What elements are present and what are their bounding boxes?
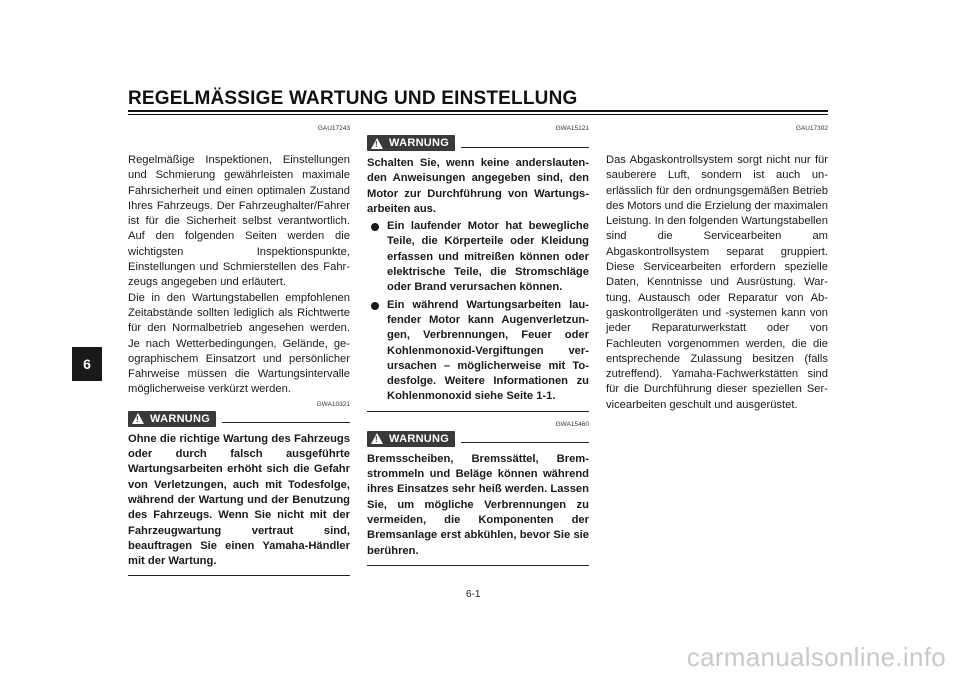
column-right	[606, 124, 828, 413]
intro-paragraph: Regelmäßige Inspektionen, Einstellungen und Schmierung gewährleisten maximale Fahrsicherheit und einen optimalen Zustand Ihres Fahrzeugs. Der Fahrzeughalter/Fahrer ist für die Sicherheit selbst verantwortlich. Auf den folgenden Seiten werden die wichtigsten Inspektionspunkte, Einstellungen und Schmierstellen des Fahrzeugs angegeben und erläutert.	[128, 154, 350, 289]
column-left	[128, 124, 350, 576]
warning-badge	[367, 431, 455, 447]
warning-text: Schalten Sie, wenn keine anderslautenden Anweisungen angegeben sind, den Motor zur Durchführung von Wartungsarbeiten aus.	[367, 157, 589, 215]
warning-bullet	[367, 219, 589, 295]
warning-header	[128, 409, 350, 429]
warning-box-engine	[367, 124, 589, 412]
warning-code: GWA15460	[555, 420, 589, 428]
warning-badge	[367, 135, 455, 151]
warning-bottom-rule	[367, 411, 589, 412]
warning-header	[367, 429, 589, 449]
interval-paragraph: Die in den Wartungstabellen empfohlenen Zeitabstände sollten lediglich als Richtwerte für den Normalbetrieb angesehen werden. Je nach Wetterbedingungen, Gelände, geographischem Einsatzort und persönlicher Fahrweise müssen die Wartungsintervalle möglicherweise verkürzt werden.	[128, 291, 350, 396]
warning-text: Ohne die richtige Wartung des Fahrzeugs oder durch falsch ausgeführte Wartungsarbeiten erhöht sich die Gefahr von Verletzungen, auch mit Todesfolge, während der Wartung und der Benutzung des Fahrzeugs. Wenn Sie nicht mit der Fahrzeugwartung vertraut sind, beauftragen Sie einen Yamaha-Händler mit der Wartung.	[128, 432, 350, 568]
warning-header-rule	[222, 422, 350, 423]
warning-triangle-icon: !	[371, 138, 383, 149]
title-rule	[128, 110, 828, 115]
watermark: carmanualsonline.info	[686, 642, 946, 672]
section-code: GAU17302	[795, 125, 828, 132]
warning-box-brakes	[367, 420, 589, 566]
warning-header	[367, 133, 589, 153]
bullet-text: Ein laufender Motor hat bewegliche Teile, die Körperteile oder Kleidung erfassen und mitreißen können oder elektrische Teile, die Stromschläge oder Brand verursachen können.	[387, 220, 589, 294]
warning-code: GWA10321	[316, 400, 350, 408]
warning-label: WARNUNG	[389, 137, 450, 149]
warning-badge	[128, 411, 216, 427]
emission-paragraph: Das Abgaskontrollsystem sorgt nicht nur für sauberere Luft, sondern ist auch unerlässlich für den ordnungsgemäßen Betrieb des Motors und die Erzielung der maximalen Leistung. In den folgenden Wartungstabellen sind die Servicearbeiten am Abgaskontrollsystem separat gruppiert. Diese Servicearbeiten erfordern spezielle Daten, Kenntnisse und Ausrüstung. Wartung, Austausch oder Reparatur von Abgaskontrollgeräten und -systemen kann von jeder Reparaturwerkstatt oder von Fachleuten vorgenommen werden, die die entsprechende Zulassung besitzen (falls zutreffend). Yamaha-Fachwerkstätten sind für die Durchführung dieser speziellen Servicearbeiten geschult und ausgerüstet.	[606, 154, 828, 411]
warning-triangle-icon: !	[371, 433, 383, 444]
section-code: GAU17243	[317, 125, 350, 132]
bullet-dot-icon	[371, 302, 379, 310]
warning-box	[128, 400, 350, 577]
bullet-text: Ein während Wartungsarbeiten laufender Motor kann Augenverletzungen, Verbrennungen, Feuer oder Kohlenmonoxid-Vergiftungen verursachen – möglicherweise mit Todesfolge. Weitere Informationen zu Kohlenmonoxid siehe Seite 1-1.	[387, 298, 589, 403]
bullet-dot-icon	[371, 223, 379, 231]
warning-text: Bremsscheiben, Bremssättel, Bremstrommeln und Beläge können während ihres Einsatzes sehr heiß werden. Lassen Sie, um mögliche Verbrennungen zu vermeiden, die Komponenten der Bremsanlage erst abkühlen, bevor Sie sie berühren.	[367, 452, 589, 557]
warning-label: WARNUNG	[150, 412, 211, 425]
warning-bottom-rule	[128, 575, 350, 576]
chapter-tab	[72, 347, 102, 381]
page-title: REGELMÄSSIGE WARTUNG UND EINSTELLUNG	[128, 88, 578, 109]
warning-bottom-rule	[367, 565, 589, 566]
column-middle	[367, 124, 589, 566]
warning-label: WARNUNG	[389, 432, 450, 445]
warning-triangle-icon: !	[132, 413, 144, 424]
warning-code: GWA15121	[555, 125, 589, 132]
chapter-number: 6	[83, 356, 91, 372]
page-number: 6-1	[466, 589, 481, 600]
warning-header-rule	[461, 442, 589, 443]
warning-header-rule	[461, 147, 589, 148]
warning-bullet	[367, 298, 589, 405]
